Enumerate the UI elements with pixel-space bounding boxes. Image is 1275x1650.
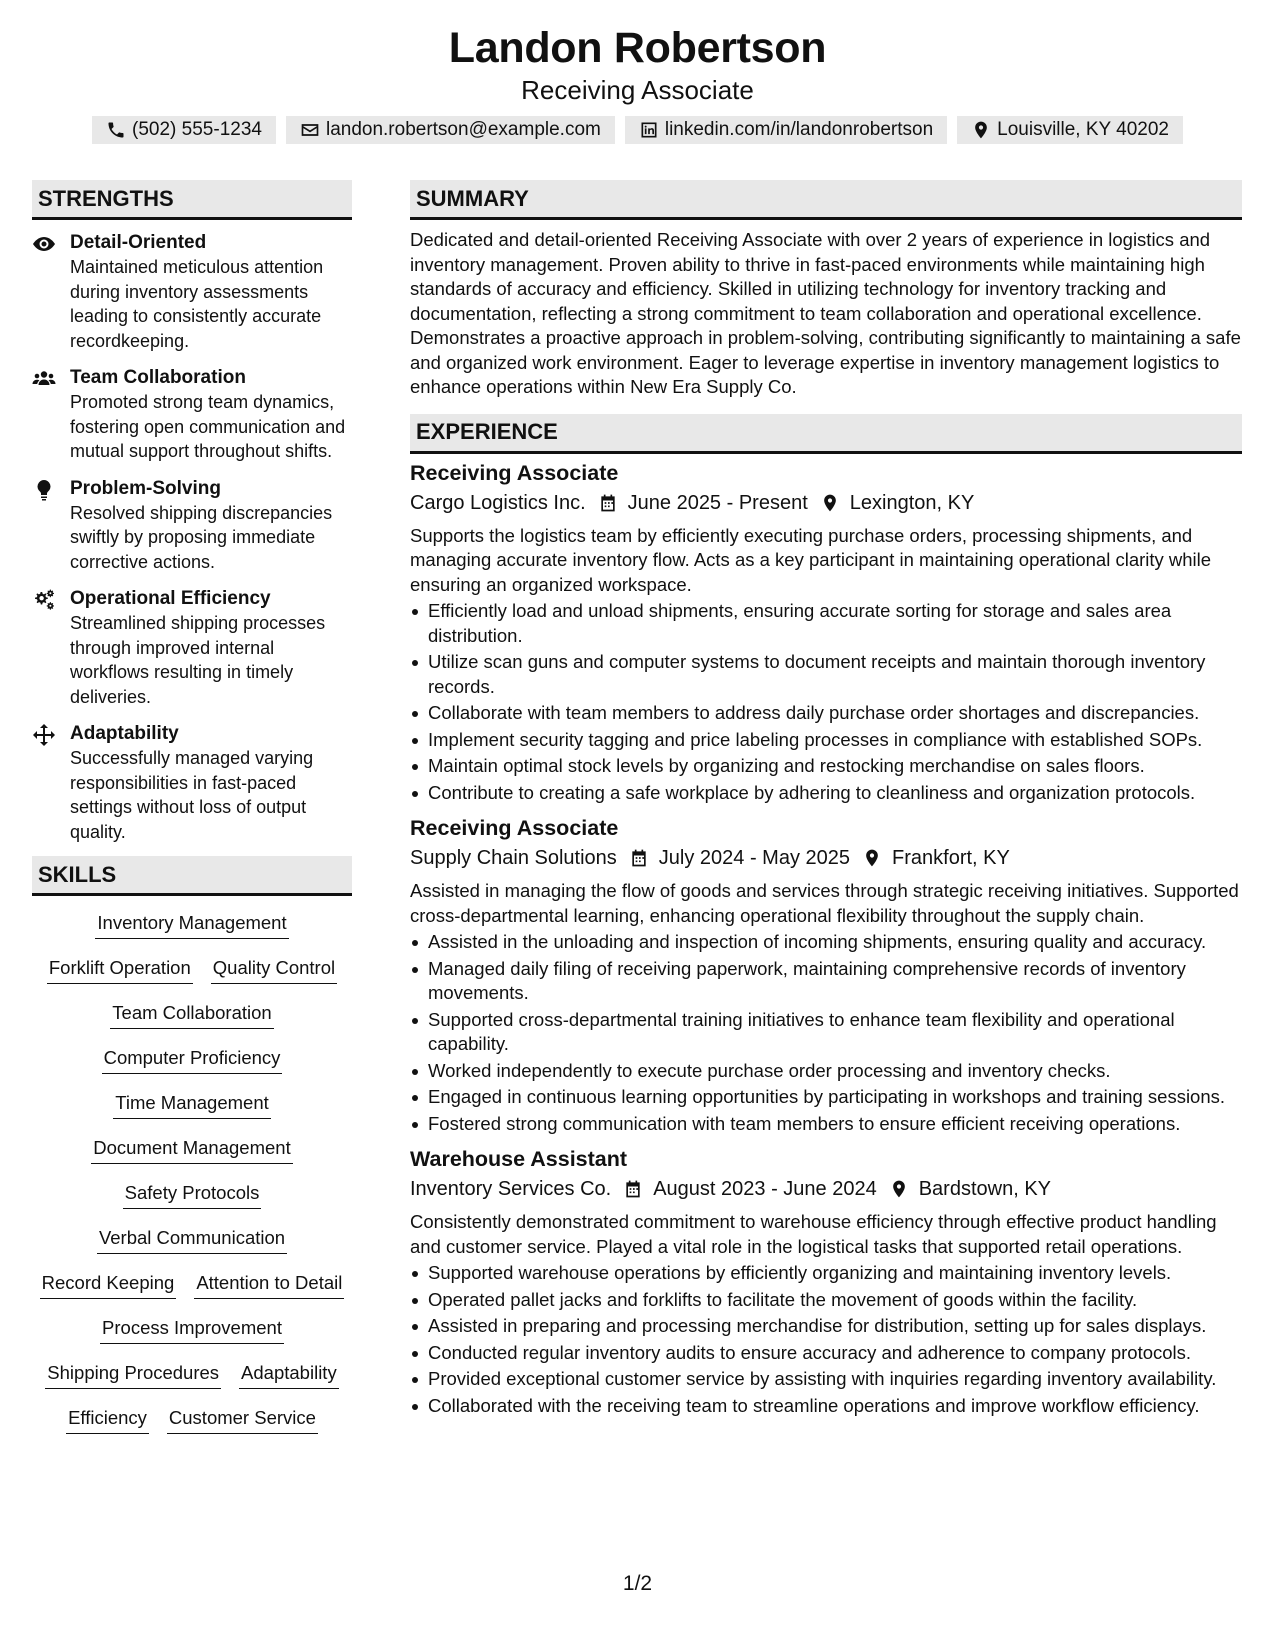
strength-item: [32, 230, 352, 353]
job-location: Bardstown, KY: [918, 1178, 1052, 1200]
job-title: Receiving Associate: [410, 460, 619, 485]
strength-desc: Promoted strong team dynamics, fostering open communication and mutual support throughout shifts.: [70, 392, 346, 461]
calendar-icon: [629, 848, 649, 868]
skill-tag: Verbal Communication: [97, 1225, 287, 1254]
skills-heading: SKILLS: [32, 856, 352, 896]
list-item: Worked independently to execute purchase order processing and inventory checks.: [410, 1059, 1242, 1084]
right-column: [410, 180, 1242, 1426]
list-item: Efficiently load and unload shipments, ensuring accurate sorting for storage and sales area distribution.: [410, 599, 1242, 648]
strength-title: Operational Efficiency: [70, 588, 271, 609]
list-item: Operated pallet jacks and forklifts to facilitate the movement of goods within the facility.: [410, 1288, 1242, 1313]
job-description: Assisted in managing the flow of goods and services through strategic receiving initiatives. Supported cross-departmental learning, enhancing operational flexibility throughout the supply chain.: [410, 880, 1239, 926]
job-company: Inventory Services Co.: [410, 1178, 612, 1200]
job-entry: [410, 813, 1242, 1136]
skill-row: [32, 1399, 352, 1444]
skill-tag: Document Management: [91, 1135, 292, 1164]
candidate-title: Receiving Associate: [521, 75, 754, 105]
list-item: Maintain optimal stock levels by organizing and restocking merchandise on sales floors.: [410, 754, 1242, 779]
map-marker-icon: [971, 120, 991, 140]
list-item: Provided exceptional customer service by assisting with inquiries regarding inventory availability.: [410, 1367, 1242, 1392]
strength-title: Team Collaboration: [70, 367, 246, 388]
map-marker-icon: [820, 493, 840, 513]
skill-tag: Quality Control: [211, 955, 337, 984]
contact-phone[interactable]: [92, 116, 276, 144]
map-marker-icon: [862, 848, 882, 868]
skill-row: [32, 1039, 352, 1084]
skill-tag: Computer Proficiency: [102, 1045, 283, 1074]
envelope-icon: [300, 120, 320, 140]
skill-tag: Shipping Procedures: [45, 1360, 221, 1389]
list-item: Conducted regular inventory audits to ensure accuracy and adherence to company protocols.: [410, 1341, 1242, 1366]
job-bullets: [410, 599, 1242, 805]
list-item: Collaborated with the receiving team to streamline operations and improve workflow efficiency.: [410, 1394, 1242, 1419]
skill-tag: Forklift Operation: [47, 955, 193, 984]
contact-phone-text: (502) 555-1234: [132, 119, 262, 140]
skill-row: [32, 1219, 352, 1264]
list-item: Assisted in the unloading and inspection of incoming shipments, ensuring quality and accuracy.: [410, 930, 1242, 955]
linkedin-icon: [639, 120, 659, 140]
strengths-heading: STRENGTHS: [32, 180, 352, 220]
candidate-name: Landon Robertson: [448, 24, 827, 72]
skill-tag: Process Improvement: [100, 1315, 284, 1344]
job-description: Supports the logistics team by efficiently executing purchase orders, processing shipments, and managing accurate inventory flow. Acts as a key participant in maintaining operational clarity while ensuring an organized workspace.: [410, 524, 1212, 595]
skill-tag: Record Keeping: [40, 1270, 177, 1299]
lightbulb-icon: [32, 478, 56, 502]
skill-tag: Adaptability: [239, 1360, 339, 1389]
list-item: Collaborate with team members to address daily purchase order shortages and discrepancies.: [410, 701, 1242, 726]
list-item: Managed daily filing of receiving paperwork, maintaining comprehensive records of inventory movements.: [410, 957, 1242, 1006]
skill-tag: Attention to Detail: [194, 1270, 344, 1299]
strengths-list: [32, 230, 352, 844]
job-bullets: [410, 930, 1242, 1136]
strength-item: [32, 365, 352, 464]
job-location: Frankfort, KY: [892, 847, 1010, 869]
resume-header: [0, 22, 1275, 144]
strength-desc: Successfully managed varying responsibilities in fast-paced settings without loss of output quality.: [70, 748, 314, 842]
job-description: Consistently demonstrated commitment to warehouse efficiency through effective product handling and customer service. Played a vital role in the logistical tasks that supported retail operations.: [410, 1211, 1217, 1257]
contact-linkedin[interactable]: [625, 116, 947, 144]
skill-row: [32, 1354, 352, 1399]
list-item: Fostered strong communication with team members to ensure efficient receiving operations.: [410, 1112, 1242, 1137]
experience-heading: EXPERIENCE: [410, 414, 1242, 454]
map-marker-icon: [889, 1179, 909, 1199]
summary-text: Dedicated and detail-oriented Receiving Associate with over 2 years of experience in logistics and inventory management. Proven ability to thrive in fast-paced environments while maintaining high standards of accuracy and efficiency. Skilled in utilizing technology for inventory tracking and documentation, reflecting a strong commitment to team collaboration and operational excellence. Demonstrates a proactive approach in problem-solving, contributing significantly to maintaining a safe and organized work environment. Eager to leverage expertise in inventory management logistics to enhance operations within New Era Supply Co.: [410, 229, 1241, 397]
strength-item: [32, 721, 352, 844]
contact-linkedin-text: linkedin.com/in/landonrobertson: [664, 119, 934, 140]
list-item: Contribute to creating a safe workplace by adhering to cleanliness and organization protocols.: [410, 781, 1242, 806]
job-meta: [410, 843, 1242, 873]
strength-desc: Maintained meticulous attention during inventory assessments leading to consistently accurate recordkeeping.: [70, 257, 324, 351]
skill-tag: Inventory Management: [95, 910, 288, 939]
skill-row: [32, 1084, 352, 1129]
list-item: Assisted in preparing and processing merchandise for distribution, setting up for sales displays.: [410, 1314, 1242, 1339]
skills-list: [32, 904, 352, 1444]
skill-tag: Efficiency: [66, 1405, 149, 1434]
strength-desc: Streamlined shipping processes through improved internal workflows resulting in timely deliveries.: [70, 613, 326, 707]
strength-item: [32, 586, 352, 709]
list-item: Supported warehouse operations by efficiently organizing and maintaining inventory levels.: [410, 1261, 1242, 1286]
contact-bar: [0, 116, 1275, 144]
contact-location: [957, 116, 1183, 144]
calendar-icon: [623, 1179, 643, 1199]
skill-row: [32, 1129, 352, 1174]
job-company: Cargo Logistics Inc.: [410, 491, 586, 514]
skill-tag: Time Management: [113, 1090, 271, 1119]
skill-row: [32, 949, 352, 994]
job-title: Receiving Associate: [410, 816, 619, 840]
job-dates: July 2024 - May 2025: [658, 847, 851, 869]
skill-row: [32, 1174, 352, 1219]
job-entry: [410, 1144, 1242, 1418]
arrows-move-icon: [32, 723, 56, 747]
strength-title: Problem-Solving: [70, 477, 221, 499]
skill-tag: Customer Service: [167, 1405, 318, 1434]
left-column: [32, 180, 352, 1444]
experience-list: [410, 458, 1242, 1419]
contact-email[interactable]: [286, 116, 615, 144]
list-item: Engaged in continuous learning opportunities by participating in workshops and training sessions.: [410, 1085, 1242, 1110]
skill-tag: Safety Protocols: [123, 1180, 262, 1209]
strength-title: Detail-Oriented: [70, 232, 207, 253]
skill-row: [32, 1309, 352, 1354]
list-item: Supported cross-departmental training initiatives to enhance team flexibility and operational capability.: [410, 1008, 1242, 1057]
gears-icon: [32, 588, 56, 612]
eye-icon: [32, 232, 56, 256]
job-dates: August 2023 - June 2024: [653, 1178, 877, 1200]
contact-email-text: landon.robertson@example.com: [325, 119, 601, 140]
job-entry: [410, 458, 1242, 806]
strength-desc: Resolved shipping discrepancies swiftly by proposing immediate corrective actions.: [70, 502, 333, 572]
job-location: Lexington, KY: [849, 491, 975, 514]
contact-location-text: Louisville, KY 40202: [997, 119, 1169, 140]
job-meta: [410, 1174, 1242, 1204]
skill-row: [32, 904, 352, 949]
list-item: Implement security tagging and price labeling processes in compliance with established SOPs.: [410, 728, 1242, 753]
skill-row: [32, 1264, 352, 1309]
job-bullets: [410, 1261, 1242, 1418]
job-dates: June 2025 - Present: [627, 491, 808, 514]
skill-tag: Team Collaboration: [110, 1000, 273, 1029]
calendar-icon: [598, 493, 618, 513]
summary-heading: SUMMARY: [410, 180, 1242, 220]
skill-row: [32, 994, 352, 1039]
list-item: Utilize scan guns and computer systems to document receipts and maintain thorough inventory records.: [410, 650, 1242, 699]
strength-title: Adaptability: [70, 723, 179, 744]
phone-icon: [106, 120, 126, 140]
job-meta: [410, 488, 1242, 518]
strength-item: [32, 476, 352, 575]
job-title: Warehouse Assistant: [410, 1147, 628, 1171]
users-icon: [32, 367, 56, 391]
page-number: 1/2: [622, 1572, 653, 1595]
job-company: Supply Chain Solutions: [410, 847, 617, 869]
